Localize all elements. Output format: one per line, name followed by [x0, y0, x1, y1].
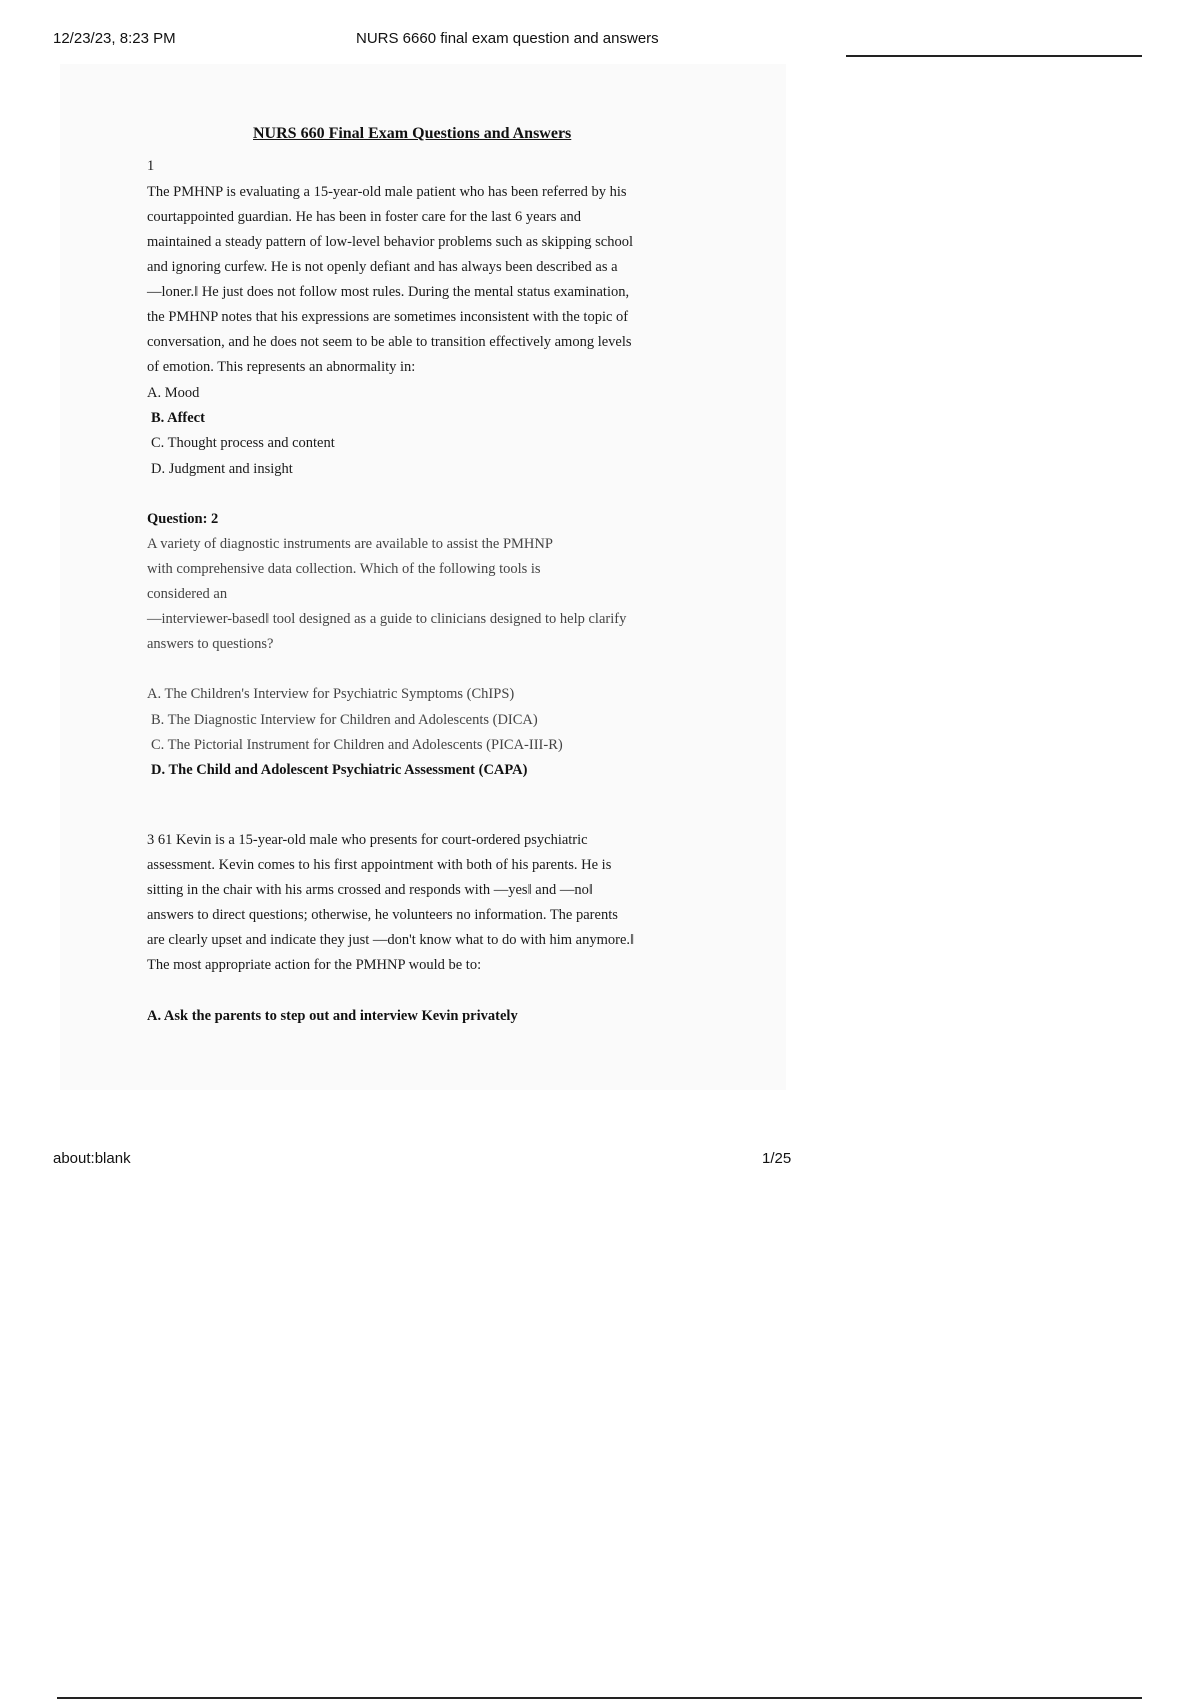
q2-line: considered an — [147, 586, 228, 602]
q2-line: A variety of diagnostic instruments are available to assist the PMHNP — [147, 536, 553, 552]
q3-line: answers to direct questions; otherwise, he volunteers no information. The parents — [147, 907, 618, 923]
q1-line: ―loner.‖ He just does not follow most rules. During the mental status examination, — [147, 284, 630, 300]
q3-line: assessment. Kevin comes to his first appointment with both of his parents. He is — [147, 857, 612, 873]
print-header-datetime: 12/23/23, 8:23 PM — [53, 30, 176, 47]
q1-line: of emotion. This represents an abnormality in: — [147, 359, 416, 375]
q2-line: ―interviewer-based‖ tool designed as a guide to clinicians designed to help clarify — [147, 611, 627, 627]
q2-option-c: C. The Pictorial Instrument for Children and Adolescents (PICA-III-R) — [151, 737, 563, 753]
q2-option-d-answer: D. The Child and Adolescent Psychiatric Assessment (CAPA) — [151, 762, 528, 778]
q1-line: conversation, and he does not seem to be able to transition effectively among levels — [147, 334, 632, 350]
q3-line: sitting in the chair with his arms crossed and responds with ―yes‖ and ―no‖ — [147, 882, 593, 898]
q1-number: 1 — [147, 158, 155, 174]
q1-line: and ignoring curfew. He is not openly defiant and has always been described as a — [147, 259, 618, 275]
print-footer-page-number: 1/25 — [762, 1150, 792, 1167]
q1-option-a: A. Mood — [147, 385, 200, 401]
q2-option-b: B. The Diagnostic Interview for Children and Adolescents (DICA) — [151, 712, 538, 728]
q3-line: The most appropriate action for the PMHNP would be to: — [147, 957, 482, 973]
q1-option-b-answer: B. Affect — [151, 410, 205, 426]
q1-line: The PMHNP is evaluating a 15-year-old male patient who has been referred by his — [147, 184, 627, 200]
q2-line: with comprehensive data collection. Which of the following tools is — [147, 561, 541, 577]
bottom-rule — [57, 1697, 1142, 1699]
q1-option-c: C. Thought process and content — [151, 435, 335, 451]
q1-option-d: D. Judgment and insight — [151, 461, 293, 477]
q2-option-a: A. The Children's Interview for Psychiatric Symptoms (ChIPS) — [147, 686, 515, 702]
header-rule — [846, 55, 1142, 57]
print-header-title: NURS 6660 final exam question and answers — [356, 30, 659, 47]
q2-heading: Question: 2 — [147, 511, 219, 527]
q1-line: the PMHNP notes that his expressions are sometimes inconsistent with the topic of — [147, 309, 629, 325]
q1-line: maintained a steady pattern of low-level behavior problems such as skipping school — [147, 234, 634, 250]
q3-answer: A. Ask the parents to step out and interview Kevin privately — [147, 1008, 518, 1024]
q2-line: answers to questions? — [147, 636, 274, 652]
q3-line: are clearly upset and indicate they just ―don't know what to do with him anymore.‖ — [147, 932, 635, 948]
document-title: NURS 660 Final Exam Questions and Answers — [253, 125, 572, 142]
q1-line: courtappointed guardian. He has been in foster care for the last 6 years and — [147, 209, 582, 225]
print-footer-url: about:blank — [53, 1150, 131, 1167]
q3-line: 3 61 Kevin is a 15-year-old male who presents for court-ordered psychiatric — [147, 832, 588, 848]
